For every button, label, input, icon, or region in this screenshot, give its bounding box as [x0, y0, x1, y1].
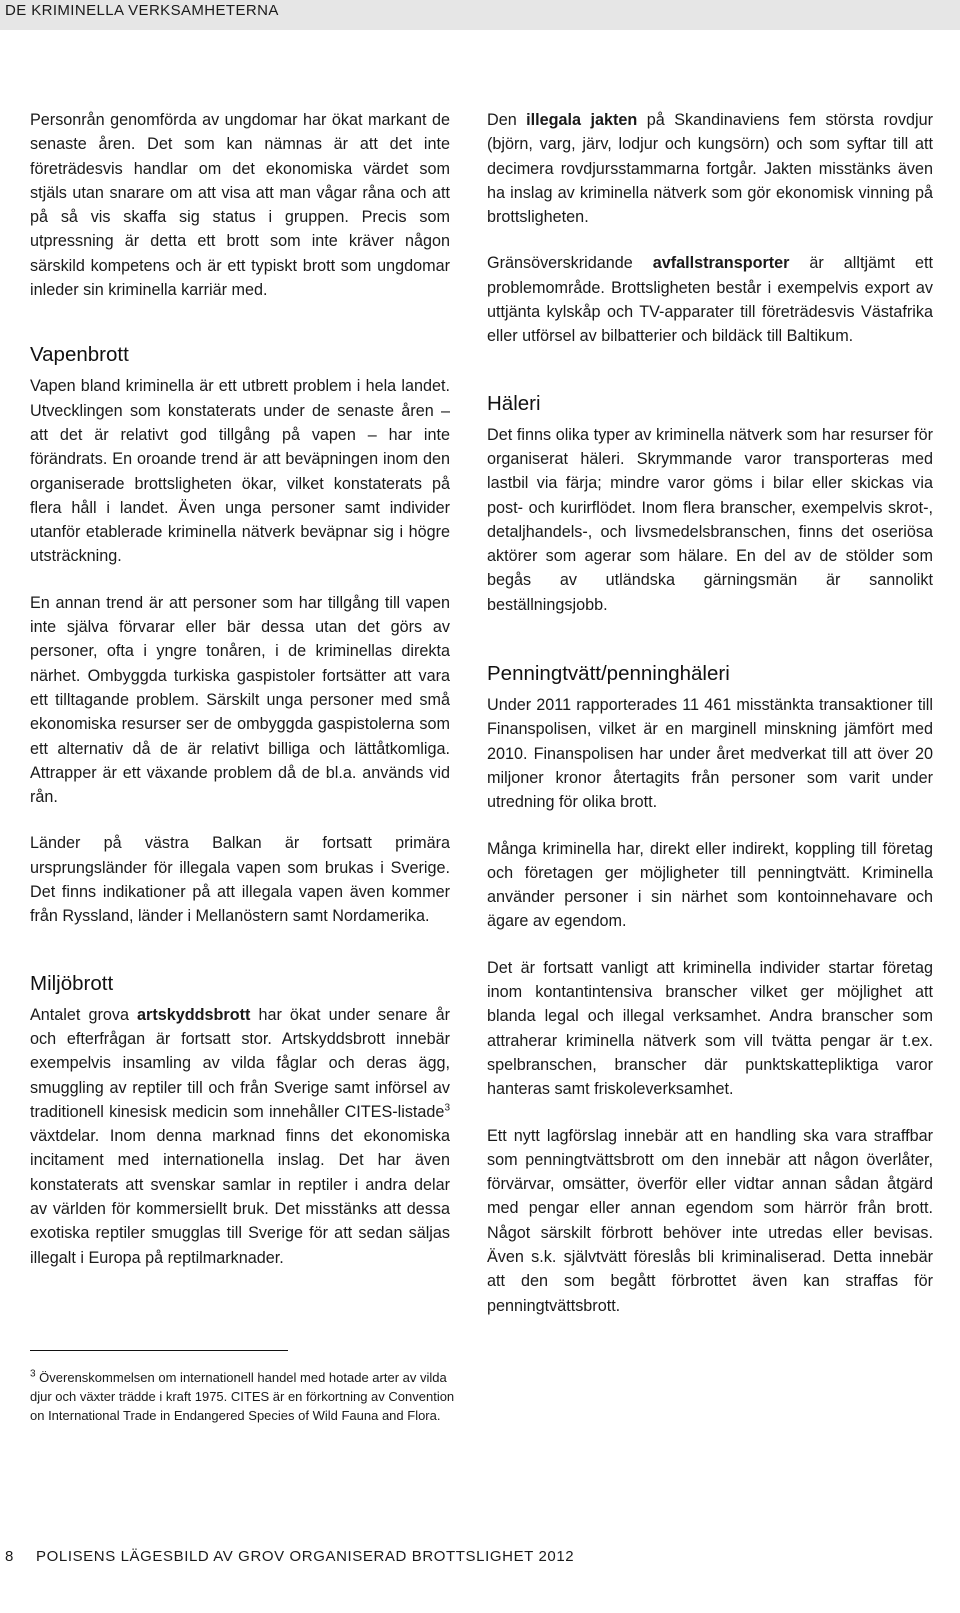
jakt-bold-term: illegala jakten — [526, 111, 638, 129]
section-heading-haleri: Häleri — [487, 391, 541, 415]
avfall-text-b: är alltjämt ett problemområde. Brottsligheten består i exempelvis export av uttjänta kylskåp och TV-apparater till företrädesvis Västafrika eller utförsel av bilbatterier och bildäck till Baltikum. — [487, 254, 933, 346]
penning-paragraph-2: Många kriminella har, direkt eller indirekt, koppling till företag och företagen ger möjligheter till penningtvätt. Kriminella använder personer i sin närhet som kontoinnehavare och ägare av egendom. — [487, 839, 933, 931]
jakt-paragraph — [487, 108, 933, 229]
miljo-text-a: Antalet grova — [30, 1005, 138, 1024]
footnote-divider — [30, 1350, 288, 1351]
footnote-text: Överenskommelsen om internationell handel med hotade arter av vilda djur och växter trädde i kraft 1975. CITES är en förkortning av Convention on International Trade in Endangered Species of Wild Fauna and Flora. — [30, 1370, 455, 1424]
haleri-paragraph: Det finns olika typer av kriminella nätverk som har resurser för organiserat häleri. Skrymmande varor transporteras med lastbil via färja; mindre varor göms i bilar eller skickas via post- och kurirflödet. Inom flera branscher, exempelvis skrot-, detaljhandels-, och livsmedelsbranschen, finns det oseriösa aktörer som agerar som hälare. En del av de stölder som begås av utländska gärningsmän är sannolikt beställningsjobb. — [487, 425, 933, 614]
miljo-bold-term: artskyddsbrott — [137, 1005, 251, 1024]
penning-paragraph-4: Ett nytt lagförslag innebär att en handling ska vara straffbar som penningtvättsbrott om den innebär att någon överlåter, förvärvar, omsätter, överför eller vidtar annan sådan åtgärd med pengar eller annan egendom som härrör från brott. Något särskilt förbrott behöver inte utredas eller bevisas. Även s.k. självtvätt föreslås bli kriminaliserad. Detta innebär att den som begått förbrottet även kan straffas för penningtvättsbrott. — [487, 1126, 933, 1315]
section-heading-vapenbrott: Vapenbrott — [30, 343, 129, 367]
footnote-reference: 3 — [444, 1102, 450, 1114]
left-column — [30, 108, 450, 1270]
page-number: 8 — [5, 1548, 14, 1565]
miljo-paragraph — [30, 1003, 450, 1270]
footer-title: POLISENS LÄGESBILD AV GROV ORGANISERAD BROTTSLIGHET 2012 — [36, 1548, 575, 1565]
vapen-paragraph-3: Länder på västra Balkan är fortsatt primära ursprungsländer för illegala vapen som brukas i Sverige. Det finns indikationer på att illegala vapen även kommer från Ryssland, länder i Mellanöstern samt Nordamerika. — [30, 834, 450, 926]
intro-paragraph: Personrån genomförda av ungdomar har ökat markant de senaste åren. Det som kan nämnas är att det inte företrädesvis handlar om det ekonomiska värdet som stjäls utan snarare om att visa att man vågar råna och att på så vis skaffa sig status i gruppen. Precis som utpressning är detta ett brott som inte kräver någon särskild kompetens och är ett typiskt brott som ungdomar inleder sin kriminella karriär med. — [30, 111, 450, 300]
vapen-paragraph-1: Vapen bland kriminella är ett utbrett problem i hela landet. Utvecklingen som konstaterats under de senaste åren – att det är relativt god tillgång på vapen – har inte förändrats. En oroande trend är att beväpningen inom den organiserade brottsligheten ökar, vilket konstaterats på flera håll i landet. Även unga personer samt individer utanför etablerade kriminella nätverk beväpnar sig i högre utsträckning. — [30, 377, 450, 566]
avfall-bold-term: avfallstransporter — [652, 254, 790, 273]
section-heading-miljobrott: Miljöbrott — [30, 971, 114, 995]
footnote-number: 3 — [30, 1368, 36, 1380]
vapen-paragraph-2: En annan trend är att personer som har tillgång till vapen inte själva förvarar eller bär dessa utan det görs av personer, ofta i yngre tonåren, i de kriminellas direkta närhet. Ombyggda turkiska gaspistoler fortsätter att vara ett tilltagande problem. Särskilt unga personer med små ekonomiska resurser ser de ombyggda gaspistolerna som ett alternativ då de är relativt billiga och lättåtkomliga. Attrapper är ett växande problem då de bl.a. används vid rån. — [30, 593, 450, 807]
running-header — [0, 0, 960, 30]
penning-paragraph-1: Under 2011 rapporterades 11 461 misstänkta transaktioner till Finanspolisen, vilket är en marginell minskning jämfört med 2010. Finanspolisen har under året medverkat till att över 20 miljoner kronor återtagits från personer som varit under utredning för olika brott. — [487, 696, 933, 812]
section-heading-penningtvatt: Penningtvätt/penninghäleri — [487, 662, 730, 686]
avfall-paragraph — [487, 251, 933, 348]
footnote — [30, 1368, 455, 1426]
miljo-text-c: växtdelar. Inom denna marknad finns det ekonomiska incitament med internationella inslag. Det har även konstaterats att svenskar samlar in reptiler i andra delar av världen för kommersiellt bruk. Det misstänks att dessa exotiska reptiler smugglas till Sverige för att sedan säljas illegalt i Europa på reptilmarknader. — [30, 1127, 450, 1267]
jakt-text-a: Den — [487, 111, 527, 129]
jakt-text-b: på Skandinaviens fem största rovdjur (björn, varg, järv, lodjur och kungsörn) och som syftar till att decimera rovdjursstammarna fortgår. Jakten misstänks även ha inslag av kriminella nätverk som gör ekonomisk vinning på brottsligheten. — [487, 111, 933, 227]
right-column — [487, 108, 933, 1318]
penning-paragraph-3: Det är fortsatt vanligt att kriminella individer startar företag inom kontantintensiva branscher vilket ger möjlighet att blanda legal och illegal verksamhet. Andra branscher som attraherar kriminella nätverk som vill tvätta pengar är t.ex. spelbranschen, branscher där punktskattepliktiga varor hanteras samt friskoleverksamhet. — [487, 958, 933, 1099]
miljo-text-b: har ökat under senare år och efterfrågan är fortsatt stor. Artskyddsbrott innebär exempelvis insamling av vilda fåglar och deras ägg, smuggling av reptiler till och från Sverige samt införsel av traditionell kinesisk medicin som innehåller CITES-listade — [30, 1005, 450, 1121]
header-title: DE KRIMINELLA VERKSAMHETERNA — [5, 2, 279, 19]
avfall-text-a: Gränsöverskridande — [487, 254, 653, 273]
